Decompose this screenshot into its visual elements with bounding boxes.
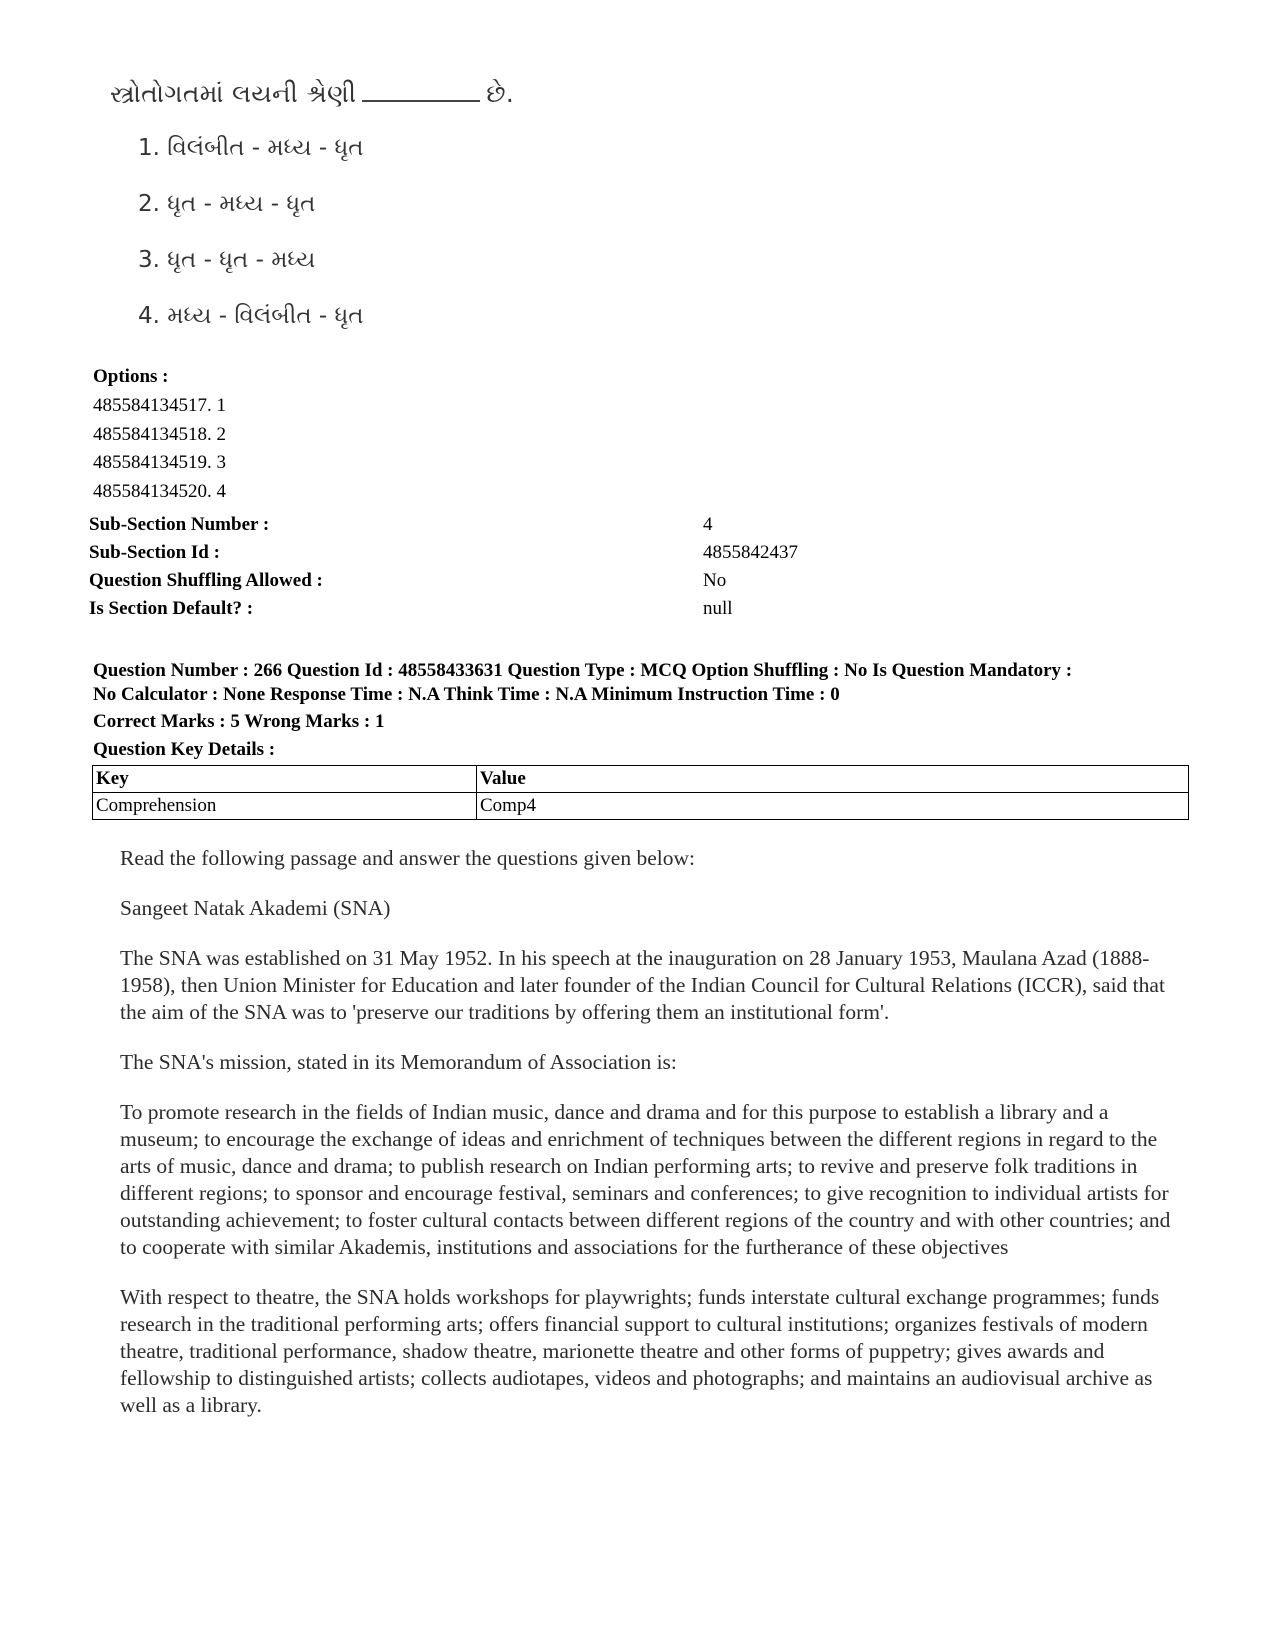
marks-line: Correct Marks : 5 Wrong Marks : 1 — [93, 711, 385, 732]
question-header — [93, 659, 1193, 707]
question-stem — [110, 78, 514, 109]
passage-paragraph: To promote research in the fields of Indian music, dance and drama and for this purpose to establish a library and a museum; to encourage the exchange of ideas and enrichment of techniques between the different regions in regard to the arts of music, dance and drama; to publish research on Indian performing arts; to revive and preserve folk traditions in different regions; to sponsor and encourage festival, seminars and conferences; to give recognition to individual artists for outstanding achievement; to foster cultural contacts between different regions of the country and with other countries; and to cooperate with similar Akademis, institutions and associations for the furtherance of these objectives — [120, 1100, 1171, 1259]
option-item: 485584134518. 2 — [93, 423, 226, 445]
key-details-label: Question Key Details : — [93, 739, 276, 760]
table-row — [93, 793, 1189, 820]
subsection-row — [89, 542, 889, 570]
table-cell-value: Comp4 — [477, 793, 1189, 820]
question-stem-end: છે. — [486, 79, 515, 108]
passage-paragraph: The SNA was established on 31 May 1952. In his speech at the inauguration on 28 January 1953, Maulana Azad (1888-1958), then Union Minister for Education and later founder of the Indian Council for Cultural Relations (ICCR), said that the aim of the SNA was to 'preserve our traditions by offering them an institutional form'. — [120, 946, 1165, 1024]
subsection-row — [89, 570, 889, 598]
key-details-table — [92, 765, 1189, 820]
question-image-option: 1. વિલંબીત - મધ્ય - ધૃત — [138, 135, 364, 161]
passage-paragraph: With respect to theatre, the SNA holds workshops for playwrights; funds interstate cultural exchange programmes; funds research in the traditional performing arts; offers financial support to cultural institutions; organizes festivals of modern theatre, traditional performance, shadow theatre, marionette theatre and other forms of puppetry; gives awards and fellowship to distinguished artists; collects audiotapes, videos and photographs; and maintains an audiovisual archive as well as a library. — [120, 1285, 1160, 1417]
subsection-value: 4855842437 — [703, 542, 798, 563]
question-image-option: 2. ધૃત - મધ્ય - ધૃત — [138, 191, 316, 217]
answer-blank — [362, 78, 480, 102]
option-item: 485584134520. 4 — [93, 480, 226, 502]
subsection-row — [89, 514, 889, 542]
options-list — [93, 392, 226, 506]
subsection-key: Sub-Section Id : — [89, 542, 220, 563]
question-image-option: 4. મધ્ય - વિલંબીત - ધૃત — [138, 303, 364, 329]
subsection-value: 4 — [703, 514, 713, 535]
table-header-value: Value — [477, 766, 1189, 793]
question-header-line: Question Number : 266 Question Id : 48558433631 Question Type : MCQ Option Shuffling : No Is Question Mandatory : — [93, 660, 1073, 681]
question-image-option: 3. ધૃત - ધૃત - મધ્ય — [138, 247, 316, 273]
subsection-row — [89, 598, 889, 626]
table-header-row — [93, 766, 1189, 793]
subsection-key: Sub-Section Number : — [89, 514, 270, 535]
subsection-key: Question Shuffling Allowed : — [89, 570, 323, 591]
option-item: 485584134519. 3 — [93, 452, 226, 473]
subsection-key: Is Section Default? : — [89, 598, 254, 619]
table-cell-key: Comprehension — [93, 793, 477, 820]
option-item: 485584134517. 1 — [93, 395, 226, 416]
passage-instruction: Read the following passage and answer the questions given below: — [120, 846, 695, 870]
passage-title: Sangeet Natak Akademi (SNA) — [120, 896, 391, 920]
subsection-value: No — [703, 570, 727, 591]
subsection-value: null — [703, 598, 733, 619]
options-label: Options : — [93, 366, 169, 387]
table-header-key: Key — [93, 766, 477, 793]
question-header-line: No Calculator : None Response Time : N.A Think Time : N.A Minimum Instruction Time : 0 — [93, 684, 840, 705]
comprehension-passage — [120, 845, 1180, 1442]
subsection-details — [89, 514, 889, 626]
question-stem-text: સ્ત્રોતોગતમાં લયની શ્રેણી — [110, 79, 357, 108]
passage-paragraph: The SNA's mission, stated in its Memorandum of Association is: — [120, 1050, 677, 1074]
question-image-options — [138, 132, 364, 356]
